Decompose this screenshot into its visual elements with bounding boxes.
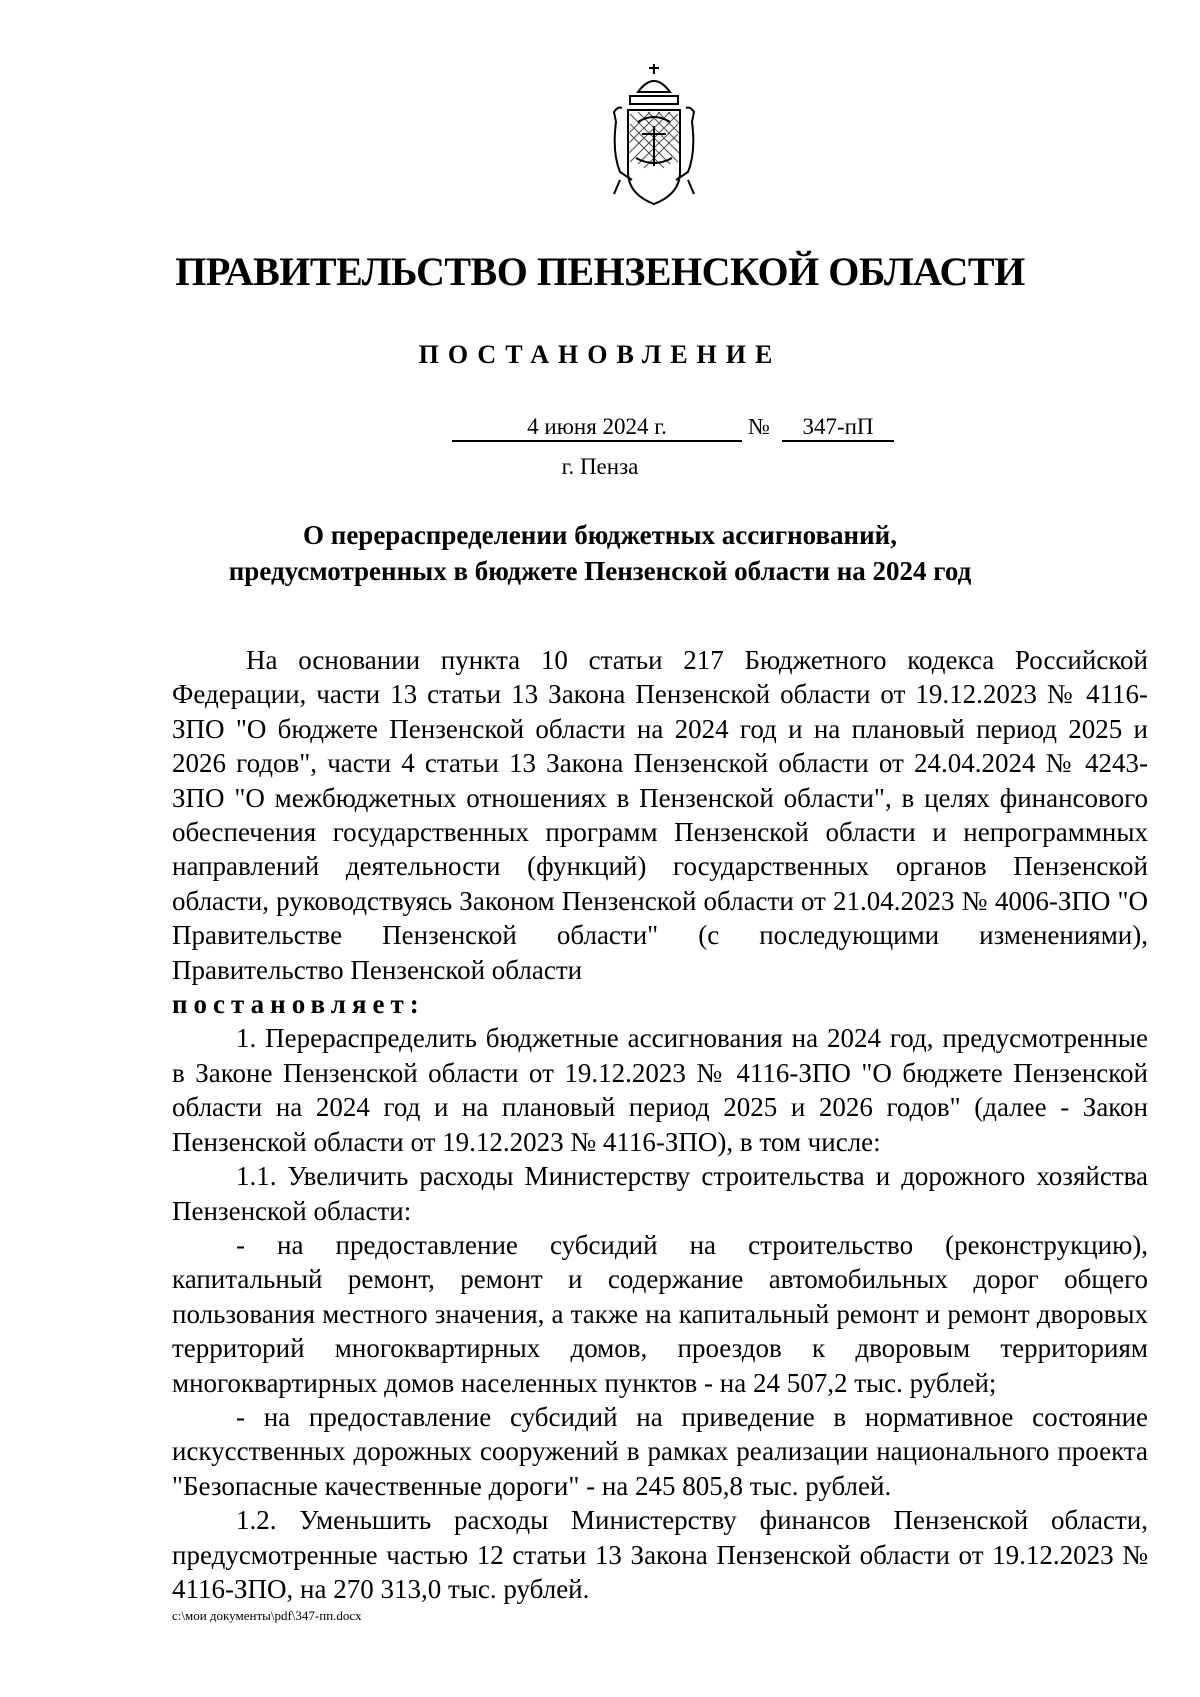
resolves-word: постановляет: xyxy=(172,989,425,1020)
document-number: 347-пП xyxy=(782,414,894,442)
file-path-footer: c:\мои документы\pdf\347-пп.docx xyxy=(172,1608,362,1623)
intro-paragraph xyxy=(172,643,1148,987)
document-body xyxy=(172,643,1148,1606)
intro-text: На основании пункта 10 статьи 217 Бюджетного кодекса Российской Федерации, части 13 статьи 13 Закона Пензенской области от 19.12.2023 № 4116-ЗПО "О бюджете Пензенской области на 2024 год и на плановый период 2025 и 2026 годов", части 4 статьи 13 Закона Пензенской области от 24.04.2024 № 4243-ЗПО "О межбюджетных отношениях в Пензенской области", в целях финансового обеспечения государственных программ Пензенской области и непрограммных направлений деятельности (функций) государственных органов Пензенской области, руководствуясь Законом Пензенской области от 21.04.2023 № 4006-ЗПО "О Правительстве Пензенской области" (с последующими изменениями), Правительство Пензенской области xyxy=(172,645,1148,985)
item-1-1-a: - на предоставление субсидий на строительство (реконструкцию), капитальный ремонт, ремонт и содержание автомобильных дорог общего пользования местного значения, а также на капитальный ремонт и ремонт дворовых территорий многоквартирных домов, проездов к дворовым территориям многоквартирных домов населенных пунктов - на 24 507,2 тыс. рублей; xyxy=(172,1229,1148,1398)
subject-line-1: О перераспределении бюджетных ассигнований, xyxy=(303,520,897,550)
document-type: ПОСТАНОВЛЕНИЕ xyxy=(418,340,782,369)
resolves-line xyxy=(172,987,1148,1021)
document-subject xyxy=(0,517,1200,589)
item-1-2: 1.2. Уменьшить расходы Министерству финансов Пензенской области, предусмотренные частью 12 статьи 13 Закона Пензенской области от 19.12.2023 № 4116-ЗПО, на 270 313,0 тыс. рублей. xyxy=(172,1505,1148,1604)
item-1-1-b: - на предоставление субсидий на приведение в нормативное состояние искусственных дорожных сооружений в рамках реализации национального проекта "Безопасные качественные дороги" - на 245 805,8 тыс. рублей. xyxy=(172,1401,1148,1501)
government-title: ПРАВИТЕЛЬСТВО ПЕНЗЕНСКОЙ ОБЛАСТИ xyxy=(175,249,1025,294)
item-1-1: 1.1. Увеличить расходы Министерству строительства и дорожного хозяйства Пензенской области: xyxy=(172,1161,1148,1226)
city-name: г. Пенза xyxy=(561,454,639,479)
number-sign: № xyxy=(748,414,770,439)
coat-of-arms-emblem xyxy=(608,62,700,212)
document-date: 4 июня 2024 г. xyxy=(452,414,742,442)
subject-line-2: предусмотренных в бюджете Пензенской области на 2024 год xyxy=(228,556,972,586)
item-1: 1. Перераспределить бюджетные ассигнования на 2024 год, предусмотренные в Законе Пензенской области от 19.12.2023 № 4116-ЗПО "О бюджете Пензенской области на 2024 год и на плановый период 2025 и 2026 годов" (далее - Закон Пензенской области от 19.12.2023 № 4116-ЗПО), в том числе: xyxy=(172,1023,1148,1157)
